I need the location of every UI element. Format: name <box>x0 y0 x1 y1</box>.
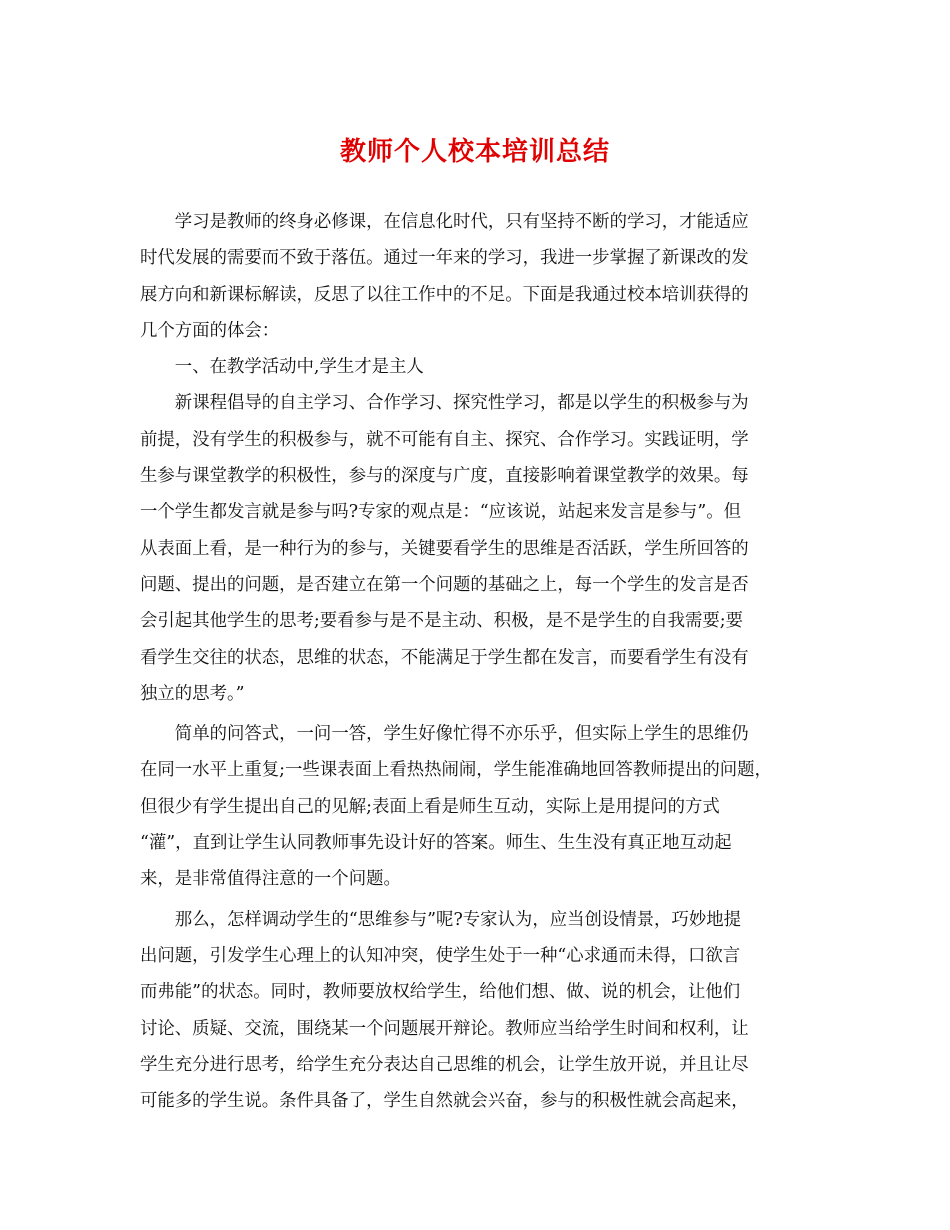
text-line: 前提，没有学生的积极参与，就不可能有自主、探究、合作学习。实践证明，学 <box>140 429 749 450</box>
text-line: 简单的问答式，一问一答，学生好像忙得不亦乐乎，但实际上学生的思维仍 <box>174 724 749 745</box>
text-line: 问题、提出的问题，是否建立在第一个问题的基础之上，每一个学生的发言是否 <box>140 574 749 595</box>
text-line: 讨论、质疑、交流，围绕某一个问题展开辩论。教师应当给学生时间和权利，让 <box>140 1018 749 1039</box>
text-line: 生参与课堂教学的积极性，参与的深度与广度，直接影响着课堂教学的效果。每 <box>140 466 749 487</box>
text-line: 那么，怎样调动学生的“思维参与”呢?专家认为，应当创设情景，巧妙地提 <box>174 909 742 930</box>
text-line: 会引起其他学生的思考;要看参与是不是主动、积极，是不是学生的自我需要;要 <box>140 611 744 632</box>
text-line: 而弗能”的状态。同时，教师要放权给学生，给他们想、做、说的机会，让他们 <box>140 982 741 1003</box>
section-heading <box>140 349 810 385</box>
text-line: 来，是非常值得注意的一个问题。 <box>140 869 401 890</box>
text-line: “灌”，直到让学生认同教师事先设计好的答案。师生、生生没有真正地互动起 <box>140 833 732 854</box>
text-line: 一、在教学活动中,学生才是主人 <box>174 357 424 378</box>
document-body <box>140 204 810 1119</box>
paragraph-participation <box>140 385 810 712</box>
text-line: 可能多的学生说。条件具备了，学生自然就会兴奋，参与的积极性就会高起来， <box>140 1091 749 1112</box>
text-line: 一个学生都发言就是参与吗?专家的观点是：“应该说，站起来发言是参与”。但 <box>140 502 741 523</box>
text-line: 学生充分进行思考，给学生充分表达自己思维的机会，让学生放开说，并且让尽 <box>140 1054 749 1075</box>
paragraph-qa-style <box>140 716 810 897</box>
text-line: 新课程倡导的自主学习、合作学习、探究性学习，都是以学生的积极参与为 <box>174 393 749 414</box>
paragraph-intro <box>140 204 810 349</box>
text-line: 在同一水平上重复;一些课表面上看热热闹闹，学生能准确地回答教师提出的问题， <box>140 760 772 781</box>
document-title: 教师个人校本培训总结 <box>339 137 610 167</box>
paragraph-thinking-participation <box>140 902 810 1120</box>
text-line: 展方向和新课标解读，反思了以往工作中的不足。下面是我通过校本培训获得的 <box>140 284 749 305</box>
text-line: 从表面上看，是一种行为的参与，关键要看学生的思维是否活跃，学生所回答的 <box>140 538 749 559</box>
text-line: 学习是教师的终身必修课，在信息化时代，只有坚持不断的学习，才能适应 <box>174 212 749 232</box>
text-line: 时代发展的需要而不致于落伍。通过一年来的学习，我进一步掌握了新课改的发 <box>140 248 749 269</box>
text-line: 独立的思考。” <box>140 683 245 704</box>
text-line: 出问题，引发学生心理上的认知冲突，使学生处于一种“心求通而未得，口欲言 <box>140 945 741 966</box>
text-line: 看学生交往的状态，思维的状态，不能满足于学生都在发言，而要看学生有没有 <box>140 647 749 668</box>
text-line: 几个方面的体会： <box>140 320 280 341</box>
text-line: 但很少有学生提出自己的见解;表面上看是师生互动，实际上是用提问的方式 <box>140 796 720 817</box>
